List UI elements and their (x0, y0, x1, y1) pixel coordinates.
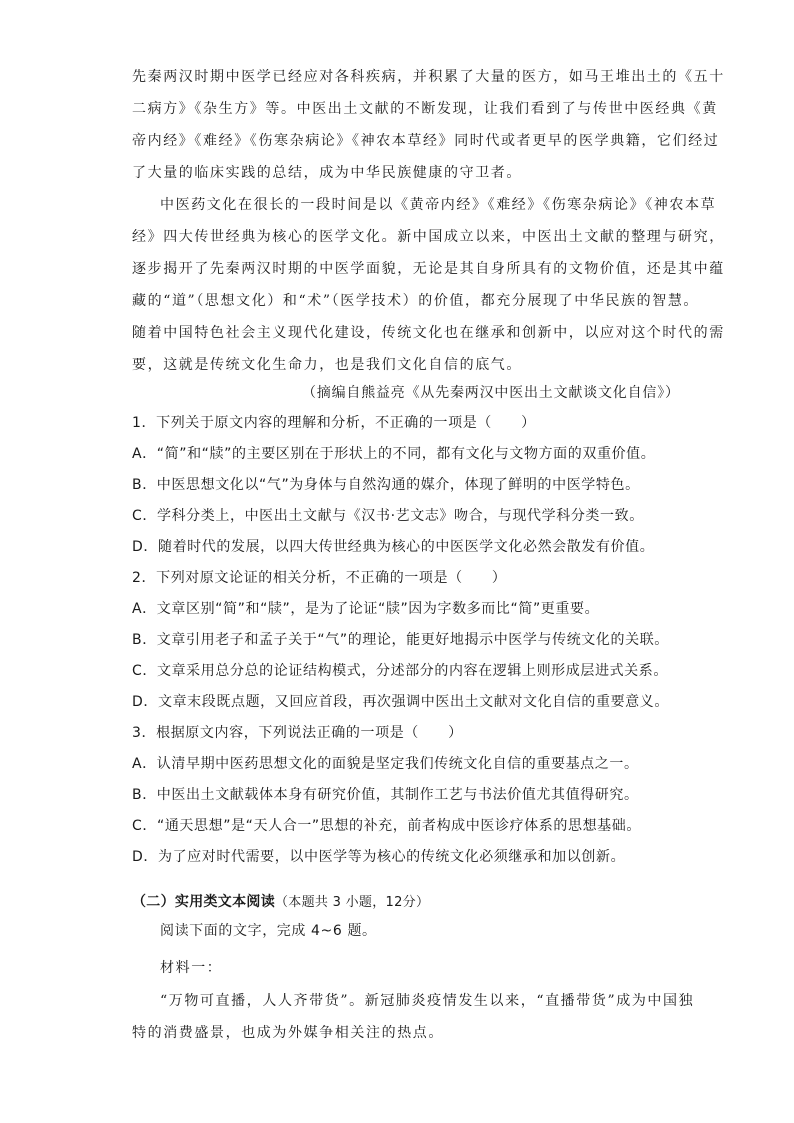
question-2-option-c: C．文章采用总分总的论证结构模式，分述部分的内容在逻辑上则形成层进式关系。 (132, 663, 668, 679)
material-1-label: 材料一： (160, 960, 223, 976)
section-2-title: （二）实用类文本阅读 (132, 894, 275, 910)
passage-p1-line-1: 先秦两汉时期中医学已经应对各科疾病，并积累了大量的医方，如马王堆出土的《五十 (132, 69, 725, 85)
passage-p2-line-6: 要，这就是传统文化生命力，也是我们文化自信的底气。 (132, 357, 522, 373)
section-2-instruction: 阅读下面的文字，完成 4~6 题。 (160, 923, 377, 939)
question-1-option-b: B．中医思想文化以“气”为身体与自然沟通的媒介，体现了鲜明的中医学特色。 (132, 477, 640, 493)
question-3-option-d: D．为了应对时代需要，以中医学等为核心的传统文化必须继承和加以创新。 (132, 849, 626, 865)
question-3-option-b: B．中医出土文献载体本身有研究价值，其制作工艺与书法价值尤其值得研究。 (132, 787, 639, 803)
question-1-option-c: C．学科分类上，中医出土文献与《汉书·艺文志》吻合，与现代学科分类一致。 (132, 508, 644, 524)
question-1-option-a: A．“简”和“牍”的主要区别在于形状上的不同，都有文化与文物方面的双重价值。 (132, 446, 656, 462)
passage-p1-line-4: 了大量的临床实践的总结，成为中华民族健康的守卫者。 (132, 165, 522, 181)
passage-p2-line-1: 中医药文化在很长的一段时间是以《黄帝内经》《难经》《伤寒杂病论》《神农本草 (160, 197, 717, 213)
question-2-stem: 2．下列对原文论证的相关分析，不正确的一项是（ ） (132, 570, 507, 586)
question-1-option-d: D．随着时代的发展，以四大传世经典为核心的中医医学文化必然会散发有价值。 (132, 539, 655, 555)
question-3-stem: 3．根据原文内容，下列说法正确的一项是（ ） (132, 725, 463, 741)
question-1-stem: 1．下列关于原文内容的理解和分析，不正确的一项是（ ） (132, 415, 536, 431)
passage-p1-line-2: 二病方》《杂生方》等。中医出土文献的不断发现，让我们看到了与传世中医经典《黄 (132, 101, 718, 117)
passage-p2-line-5: 随着中国特色社会主义现代化建设，传统文化也在继承和创新中，以应对这个时代的需 (132, 325, 725, 341)
passage-p1-line-3: 帝内经》《难经》《伤寒杂病论》《神农本草经》同时代或者更早的医学典籍，它们经过 (132, 133, 720, 149)
passage-source: （摘编自熊益亮《从先秦两汉中医出土文献谈文化自信》） (302, 385, 680, 401)
question-2-option-a: A．文章区别“简”和“牍”，是为了论证“牍”因为字数多而比“简”更重要。 (132, 601, 600, 617)
question-2-option-b: B．文章引用老子和孟子关于“气”的理论，能更好地揭示中医学与传统文化的关联。 (132, 632, 669, 648)
question-2-option-d: D．文章末段既点题，又回应首段，再次强调中医出土文献对文化自信的重要意义。 (132, 694, 669, 710)
section-2-heading (132, 891, 429, 911)
material-1-line-1: “万物可直播，人人齐带货”。新冠肺炎疫情发生以来，“直播带货”成为中国独 (160, 993, 695, 1009)
passage-p2-line-2: 经》四大传世经典为核心的医学文化。新中国成立以来，中医出土文献的整理与研究， (132, 229, 725, 245)
passage-p2-line-3: 逐步揭开了先秦两汉时期的中医学面貌，无论是其自身所具有的文物价值，还是其中蕴 (132, 261, 725, 277)
question-3-option-a: A．认清早期中医药思想文化的面貌是坚定我们传统文化自信的重要基点之一。 (132, 756, 639, 772)
material-1-line-2: 特的消费盛景，也成为外媒争相关注的热点。 (132, 1025, 444, 1041)
section-2-note: （本题共 3 小题，12分） (275, 895, 430, 910)
question-3-option-c: C．“通天思想”是“天人合一”思想的补充，前者构成中医诊疗体系的思想基础。 (132, 818, 641, 834)
passage-p2-line-4: 藏的“道”（思想文化）和“术”（医学技术）的价值，都充分展现了中华民族的智慧。 (132, 293, 700, 309)
